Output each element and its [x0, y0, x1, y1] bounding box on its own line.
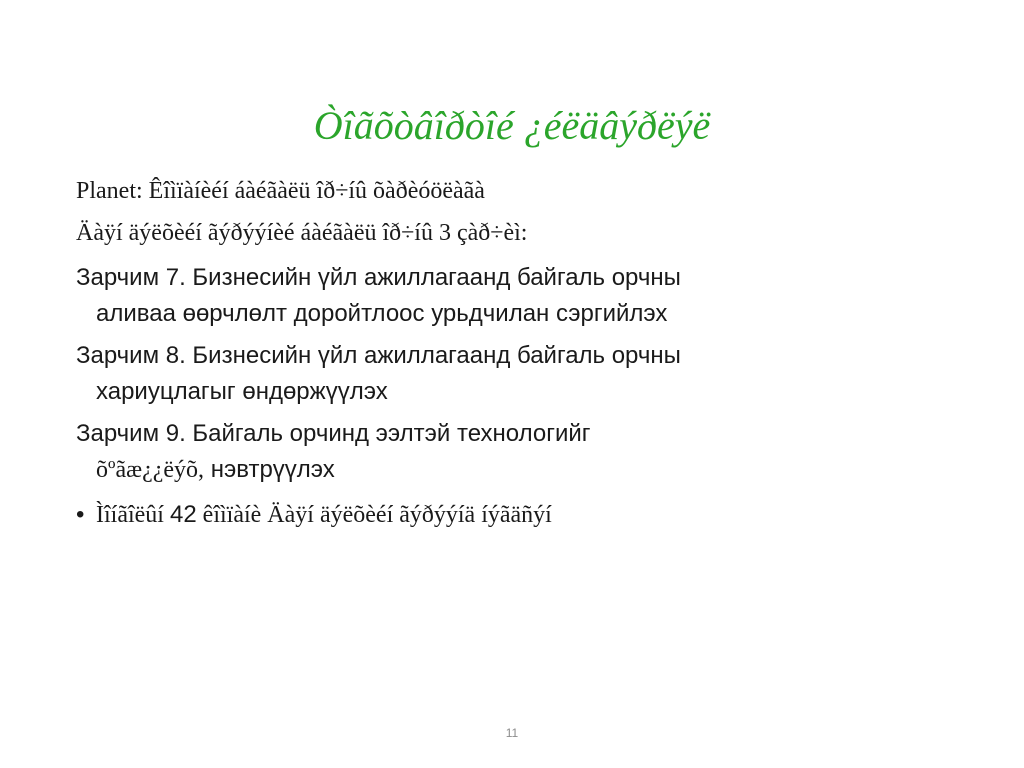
- principle-9-line-1: Зарчим 9. Байгаль орчинд ээлтэй технологийг: [76, 420, 591, 447]
- principle-8-line-1: Зарчим 8. Бизнесийн үйл ажиллагаанд байгаль орчны: [76, 342, 681, 369]
- principle-7: [76, 260, 976, 332]
- bullet-text-part-1: Ìîíãîëûí: [96, 502, 170, 528]
- un-global-compact-line: Äàÿí äýëõèéí ãýðýýíèé áàéãàëü îð÷íû 3 çàð÷èì:: [76, 220, 528, 246]
- principle-8-line-2: хариуцлагыг өндөржүүлэх: [96, 378, 388, 405]
- principle-7-line-2: аливаа өөрчлөлт доройтлоос урьдчилан сэргийлэх: [96, 300, 668, 327]
- principle-9: [76, 416, 976, 488]
- bullet-icon: •: [76, 501, 85, 528]
- bullet-text-part-3: êîìïàíè Äàÿí äýëõèéí ãýðýýíä íýãäñýí: [196, 502, 552, 528]
- planet-line: Planet: Êîìïàíèéí áàéãàëü îð÷íû õàðèóöëàãà: [76, 178, 485, 204]
- bullet-number: 42: [169, 501, 197, 528]
- slide-content: [76, 170, 976, 536]
- bullet-item: [76, 494, 976, 536]
- principle-9-line-2: [76, 452, 976, 488]
- page-number: 11: [505, 726, 519, 740]
- principle-7-line-1: Зарчим 7. Бизнесийн үйл ажиллагаанд байгаль орчны: [76, 264, 681, 291]
- principle-8: [76, 338, 976, 410]
- principle-9-line-2-sans: нэвтрүүлэх: [204, 456, 335, 483]
- slide-title: Òîãõòâîðòîé ¿éëäâýðëýë: [313, 103, 711, 148]
- principle-9-line-2-serif: õºãæ¿¿ëýõ,: [96, 457, 205, 483]
